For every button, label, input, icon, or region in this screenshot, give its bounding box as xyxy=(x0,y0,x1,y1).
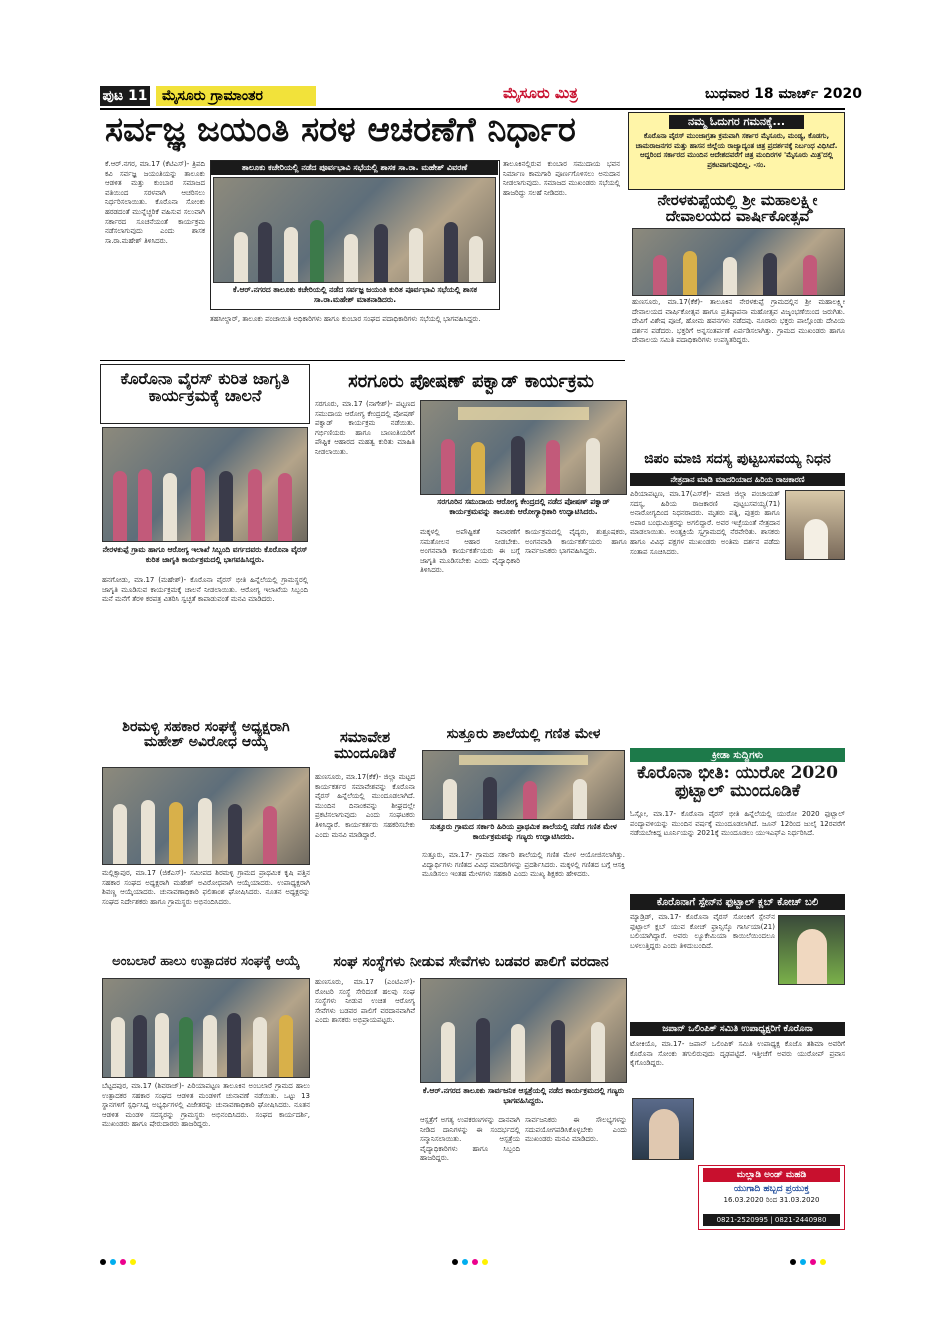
ad-title: ಮಲ್ಲಾಡಿ ಅಂಡ್ ಮಹಡಿ xyxy=(703,1168,840,1182)
color-registration-left xyxy=(100,1250,140,1269)
reader-notice-body: ಕೊರೊನಾ ವೈರಸ್ ಮುಂಜಾಗ್ರತಾ ಕ್ರಮವಾಗಿ ಸರ್ಕಾರ ಮೈಸೂರು, ಮಂಡ್ಯ, ಕೊಡಗು, ಚಾಮರಾಜನಗರ ಮತ್ತು ಹಾಸನ ಜಿಲ್ಲೆಯ ರಾಜ್ಯಾದ್ಯಂತ ಚಿತ್ರ ಪ್ರದರ್ಶನಕ್ಕೆ ನಿರ್ಬಂಧ ವಿಧಿಸಿದೆ. ಆದ್ದರಿಂದ ಸರ್ಕಾರದ ಮುಂದಿನ ಆದೇಶದವರೆಗೆ ಚಿತ್ರ ಮಂದಿರಗಳ 'ಮೈಸೂರು ಮಿತ್ರ'ದಲ್ಲಿ ಪ್ರಕಟವಾಗುವುದಿಲ್ಲ. -ಸಂ. xyxy=(635,132,838,169)
temple-photo xyxy=(632,228,845,296)
math-fair-caption: ಸುತ್ತೂರು ಗ್ರಾಮದ ಸರ್ಕಾರಿ ಹಿರಿಯ ಪ್ರಾಥಮಿಕ ಶಾಲೆಯಲ್ಲಿ ನಡೆದ ಗಣಿತ ಮೇಳ ಕಾರ್ಯಕ್ರಮವನ್ನು ಗಣ್ಯರು ಉದ್ಘಾಟಿಸಿದರು. xyxy=(430,822,617,841)
poshan-col-2: ಮಕ್ಕಳಲ್ಲಿ ಅಪೌಷ್ಟಿಕತೆ ನಿವಾರಣೆಗೆ ಸಮತೋಲನ ಆಹಾರ ನೀಡಬೇಕು. ಅಂಗನವಾಡಿ ಕಾರ್ಯಕರ್ತೆಯರು ಈ ಬಗ್ಗೆ ಜಾಗೃತಿ ಮೂಡಿಸಬೇಕು ಎಂದು ವೈದ್ಯಾಧಿಕಾರಿ ತಿಳಿಸಿದರು. xyxy=(420,528,520,575)
sangha-headline: ಸಂಘ ಸಂಸ್ಥೆಗಳು ನೀಡುವ ಸೇವೆಗಳು ಬಡವರ ಪಾಲಿಗೆ ವರದಾನ xyxy=(333,954,609,970)
coach-photo xyxy=(778,915,845,985)
math-fair-body: ಸುತ್ತೂರು, ಮಾ.17- ಗ್ರಾಮದ ಸರ್ಕಾರಿ ಶಾಲೆಯಲ್ಲಿ ಗಣಿತ ಮೇಳ ಆಯೋಜಿಸಲಾಗಿತ್ತು. ವಿದ್ಯಾರ್ಥಿಗಳು ಗಣಿತದ ವಿವಿಧ ಮಾದರಿಗಳನ್ನು ಪ್ರದರ್ಶಿಸಿದರು. ಮಕ್ಕಳಲ್ಲಿ ಗಣಿತದ ಬಗ್ಗೆ ಆಸಕ್ತಿ ಮೂಡಿಸಲು ಇಂತಹ ಮೇಳಗಳು ಸಹಕಾರಿ ಎಂದು ಮುಖ್ಯ ಶಿಕ್ಷಕರು ಹೇಳಿದರು. xyxy=(422,851,625,879)
olympic-headline: ಜಪಾನ್ ಒಲಿಂಪಿಕ್ ಸಮಿತಿ ಉಪಾಧ್ಯಕ್ಷರಿಗೆ ಕೊರೊನಾ xyxy=(630,1022,845,1036)
sports-label: ಕ್ರೀಡಾ ಸುದ್ದಿಗಳು xyxy=(630,748,845,762)
advertisement xyxy=(698,1165,845,1230)
sangha-col-3: ಸಾರ್ವಜನಿಕರು ಈ ಸೌಲಭ್ಯಗಳನ್ನು ಸದುಪಯೋಗಪಡಿಸಿಕೊಳ್ಳಬೇಕು ಎಂದು ಮುಖಂಡರು ಮನವಿ ಮಾಡಿದರು. xyxy=(525,1116,627,1144)
obituary-body: ಪಿರಿಯಾಪಟ್ಟಣ, ಮಾ.17(ಎಸ್‍ಕೆ)- ಮಾಜಿ ಜಿಲ್ಲಾ ಪಂಚಾಯತ್ ಸದಸ್ಯ, ಹಿರಿಯ ರಾಜಕಾರಣಿ ಪುಟ್ಟಬಸವಯ್ಯ(71) ಅನಾರೋಗ್ಯದಿಂದ ನಿಧನರಾದರು. ಮೃತರು ಪತ್ನಿ, ಪುತ್ರರು ಹಾಗೂ ಅಪಾರ ಬಂಧುಮಿತ್ರರನ್ನು ಅಗಲಿದ್ದಾರೆ. ಅವರ ಇಚ್ಛೆಯಂತೆ ನೇತ್ರದಾನ ಮಾಡಲಾಯಿತು. ಅಂತ್ಯಕ್ರಿಯೆ ಸ್ವಗ್ರಾಮದಲ್ಲಿ ನೆರವೇರಿತು. ಶಾಸಕರು ಹಾಗೂ ವಿವಿಧ ಪಕ್ಷಗಳ ಮುಖಂಡರು ಅಂತಿಮ ದರ್ಶನ ಪಡೆದು ಸಂತಾಪ ಸೂಚಿಸಿದರು. xyxy=(630,490,780,556)
color-registration-right xyxy=(790,1250,830,1269)
masthead-logo: ಮೈಸೂರು ಮಿತ್ರ xyxy=(503,84,578,102)
coach-headline: ಕೊರೊನಾಗೆ ಸ್ಪೇನ್‍ನ ಫುಟ್ಬಾಲ್ ಕ್ಲಬ್ ಕೋಚ್ ಬಲಿ xyxy=(630,894,845,910)
sangha-col-1: ಹುಣಸೂರು, ಮಾ.17 (ಎಂಟಿಎಸ್)- ರೋಟರಿ ಸಂಸ್ಥೆ ಸೇರಿದಂತೆ ಹಲವು ಸಂಘ ಸಂಸ್ಥೆಗಳು ನೀಡುವ ಉಚಿತ ಆರೋಗ್ಯ ಸೇವೆಗಳು ಬಡವರ ಪಾಲಿಗೆ ವರದಾನವಾಗಿವೆ ಎಂದು ಶಾಸಕರು ಅಭಿಪ್ರಾಯಪಟ್ಟರು. xyxy=(315,978,415,1025)
reader-notice xyxy=(628,112,845,190)
poshan-photo xyxy=(420,400,627,495)
olympic-body: ಟೋಕಿಯೊ, ಮಾ.17- ಜಪಾನ್ ಒಲಿಂಪಿಕ್ ಸಮಿತಿ ಉಪಾಧ್ಯಕ್ಷ ಕೊಜೊ ತಶಿಮಾ ಅವರಿಗೆ ಕೊರೊನಾ ಸೋಂಕು ತಗುಲಿರುವುದು ದೃಢಪಟ್ಟಿದೆ. ಇತ್ತೀಚೆಗೆ ಅವರು ಯುರೋಪ್ ಪ್ರವಾಸ ಕೈಗೊಂಡಿದ್ದರು. xyxy=(630,1040,845,1068)
math-fair-photo xyxy=(422,750,625,820)
color-registration-center xyxy=(452,1250,492,1269)
corona-awareness-body: ಹನಗೋಡು, ಮಾ.17 (ಮಹೇಶ್)- ಕೊರೊನಾ ವೈರಸ್ ಭೀತಿ ಹಿನ್ನೆಲೆಯಲ್ಲಿ ಗ್ರಾಮಸ್ಥರಲ್ಲಿ ಜಾಗೃತಿ ಮೂಡಿಸುವ ಕಾರ್ಯಕ್ರಮಕ್ಕೆ ಚಾಲನೆ ನೀಡಲಾಯಿತು. ಆರೋಗ್ಯ ಇಲಾಖೆಯ ಸಿಬ್ಬಂದಿ ಮನೆ ಮನೆಗೆ ತೆರಳಿ ಕರಪತ್ರ ವಿತರಿಸಿ ಸ್ವಚ್ಛತೆ ಕಾಪಾಡುವಂತೆ ಮನವಿ ಮಾಡಿದರು. xyxy=(102,576,308,604)
poshan-col-1: ಸರಗೂರು, ಮಾ.17 (ನಾಗೇಶ್)- ಪಟ್ಟಣದ ಸಮುದಾಯ ಆರೋಗ್ಯ ಕೇಂದ್ರದಲ್ಲಿ ಪೋಷಣ್ ಪಕ್ವಾಡ್ ಕಾರ್ಯಕ್ರಮ ನಡೆಯಿತು. ಗರ್ಭಿಣಿಯರು ಹಾಗೂ ಬಾಣಂತಿಯರಿಗೆ ಪೌಷ್ಟಿಕ ಆಹಾರದ ಮಹತ್ವ ಕುರಿತು ಮಾಹಿತಿ ನೀಡಲಾಯಿತು. xyxy=(315,400,415,456)
temple-body: ಹುಣಸೂರು, ಮಾ.17(ಕೆಕೆ)- ತಾಲೂಕಿನ ನೇರಳಕುಪ್ಪೆ ಗ್ರಾಮದಲ್ಲಿನ ಶ್ರೀ ಮಹಾಲಕ್ಷ್ಮೀ ದೇವಾಲಯದ ವಾರ್ಷಿಕೋತ್ಸವ ಹಾಗೂ ಪ್ರತಿಷ್ಠಾಪನಾ ಮಹೋತ್ಸವ ವಿಜೃಂಭಣೆಯಿಂದ ಜರುಗಿತು. ದೇವಿಗೆ ವಿಶೇಷ ಪೂಜೆ, ಹೋಮ ಹವನಗಳು ನಡೆದವು. ನೂರಾರು ಭಕ್ತರು ಪಾಲ್ಗೊಂಡು ದೇವಿಯ ದರ್ಶನ ಪಡೆದರು. ಭಕ್ತರಿಗೆ ಅನ್ನಸಂತರ್ಪಣೆ ಏರ್ಪಡಿಸಲಾಗಿತ್ತು. ಗ್ರಾಮದ ಮುಖಂಡರು ಹಾಗೂ ದೇವಾಲಯ ಸಮಿತಿ ಪದಾಧಿಕಾರಿಗಳು ಉಪಸ್ಥಿತರಿದ್ದರು. xyxy=(632,298,845,345)
samavesha-body: ಹುಣಸೂರು, ಮಾ.17(ಕೆಕೆ)- ಜಿಲ್ಲಾ ಮಟ್ಟದ ಕಾರ್ಯಕರ್ತರ ಸಮಾವೇಶವನ್ನು ಕೊರೊನಾ ವೈರಸ್ ಹಿನ್ನೆಲೆಯಲ್ಲಿ ಮುಂದೂಡಲಾಗಿದೆ. ಮುಂದಿನ ದಿನಾಂಕವನ್ನು ಶೀಘ್ರದಲ್ಲೇ ಪ್ರಕಟಿಸಲಾಗುವುದು ಎಂದು ಸಂಘಟಕರು ತಿಳಿಸಿದ್ದಾರೆ. ಕಾರ್ಯಕರ್ತರು ಸಹಕರಿಸಬೇಕು ಎಂದು ಮನವಿ ಮಾಡಿದ್ದಾರೆ. xyxy=(315,773,415,839)
corona-awareness-caption: ನೇರಳಕುಪ್ಪೆ ಗ್ರಾಮ ಹಾಗೂ ಆರೋಗ್ಯ ಇಲಾಖೆ ಸಿಬ್ಬಂದಿ ವರ್ಗದವರು ಕೊರೊನಾ ವೈರಸ್ ಕುರಿತ ಜಾಗೃತಿ ಕಾರ್ಯಕ್ರಮದಲ್ಲಿ ಭಾಗವಹಿಸಿದ್ದರು. xyxy=(102,545,308,564)
page-number: ಪುಟ 11 xyxy=(100,86,150,106)
sangha-photo xyxy=(420,978,627,1083)
math-fair-headline: ಸುತ್ತೂರು ಶಾಲೆಯಲ್ಲಿ ಗಣಿತ ಮೇಳ xyxy=(446,726,601,742)
obituary-headline: ಜಿಪಂ ಮಾಜಿ ಸದಸ್ಯ ಪುಟ್ಟಬಸವಯ್ಯ ನಿಧನ xyxy=(644,451,831,467)
coach-body: ಮ್ಯಾಡ್ರಿಡ್, ಮಾ.17- ಕೊರೊನಾ ವೈರಸ್ ಸೋಂಕಿಗೆ ಸ್ಪೇನ್‍ನ ಫುಟ್ಬಾಲ್ ಕ್ಲಬ್ ಯುವ ಕೋಚ್ ಫ್ರಾನ್ಸಿಸ್ಕೊ ಗಾರ್ಸಿಯಾ(21) ಬಲಿಯಾಗಿದ್ದಾರೆ. ಅವರು ಲ್ಯೂಕೇಮಿಯಾ ಕಾಯಿಲೆಯಿಂದಲೂ ಬಳಲುತ್ತಿದ್ದರು ಎಂದು ತಿಳಿದುಬಂದಿದೆ. xyxy=(630,913,775,950)
lead-col-2: ತಾಲೂಕಿನಲ್ಲಿರುವ ಕುಂಬಾರ ಸಮುದಾಯ ಭವನ ನಿರ್ಮಾಣ ಕಾಮಗಾರಿ ಪೂರ್ಣಗೊಳಿಸಲು ಅನುದಾನ ನೀಡಲಾಗುವುದು. ಸಮಾಜದ ಮುಖಂಡರು ಸಭೆಯಲ್ಲಿ ಹಾಜರಿದ್ದು ಸಲಹೆ ನೀಡಿದರು. xyxy=(503,160,620,197)
divider xyxy=(100,360,625,361)
ad-line-2: 16.03.2020 ರಿಂದ 31.03.2020 xyxy=(723,1196,820,1204)
lead-photo-banner: ತಾಲೂಕು ಕಚೇರಿಯಲ್ಲಿ ನಡೆದ ಪೂರ್ವಭಾವಿ ಸಭೆಯಲ್ಲಿ ಶಾಸಕ ಸಾ.ರಾ. ಮಹೇಶ್ ವಿವರಣೆ xyxy=(211,161,498,175)
olympic-photo xyxy=(632,1098,694,1160)
corona-awareness-title-box xyxy=(100,364,310,424)
sirmalli-photo xyxy=(102,767,310,865)
ambalare-photo xyxy=(102,978,310,1078)
samavesha-headline: ಸಮಾವೇಶ ಮುಂದೂಡಿಕೆ xyxy=(334,728,396,762)
sports-body: ಓಸ್ಲೋ, ಮಾ.17- ಕೊರೊನಾ ವೈರಸ್ ಭೀತಿ ಹಿನ್ನೆಲೆಯಲ್ಲಿ ಯುರೋ 2020 ಫುಟ್ಬಾಲ್ ಪಂದ್ಯಾವಳಿಯನ್ನು ಮುಂದಿನ ವರ್ಷಕ್ಕೆ ಮುಂದೂಡಲಾಗಿದೆ. ಜೂನ್ 12ರಿಂದ ಜುಲೈ 12ರವರೆಗೆ ನಡೆಯಬೇಕಿದ್ದ ಟೂರ್ನಿಯನ್ನು 2021ಕ್ಕೆ ಮುಂದೂಡಲು ಯುಇಎಫ್‍ಎ ನಿರ್ಧರಿಸಿದೆ. xyxy=(630,810,845,838)
lead-caption: ಕೆ.ಆರ್.ನಗರದ ತಾಲೂಕು ಕಚೇರಿಯಲ್ಲಿ ನಡೆದ ಸರ್ವಜ್ಞ ಜಯಂತಿ ಕುರಿತ ಪೂರ್ವಭಾವಿ ಸಭೆಯಲ್ಲಿ ಶಾಸಕ ಸಾ.ರಾ.ಮಹೇಶ್ ಮಾತನಾಡಿದರು. xyxy=(232,285,478,304)
lead-col-1: ಕೆ.ಆರ್.ನಗರ, ಮಾ.17 (ಕೆಟಿಎಸ್)- ತ್ರಿಪದಿ ಕವಿ ಸರ್ವಜ್ಞ ಜಯಂತಿಯನ್ನು ತಾಲೂಕು ಆಡಳಿತ ಮತ್ತು ಕುಂಬಾರ ಸಮಾಜದ ವತಿಯಿಂದ ಸರಳವಾಗಿ ಆಚರಿಸಲು ನಿರ್ಧರಿಸಲಾಯಿತು. ಕೊರೊನಾ ಸೋಂಕು ಹರಡದಂತೆ ಮುನ್ನೆಚ್ಚರಿಕೆ ವಹಿಸುವ ಸಲುವಾಗಿ ಸರ್ಕಾರದ ಸೂಚನೆಯಂತೆ ಕಾರ್ಯಕ್ರಮ ನಡೆಸಲಾಗುವುದು ಎಂದು ಶಾಸಕ ಸಾ.ರಾ.ಮಹೇಶ್ ತಿಳಿಸಿದರು. xyxy=(105,160,205,245)
ambalare-body: ಬೆಟ್ಟದಪುರ, ಮಾ.17 (ಶಿವರಾಜ್)- ಪಿರಿಯಾಪಟ್ಟಣ ತಾಲೂಕಿನ ಅಂಬಲಾರೆ ಗ್ರಾಮದ ಹಾಲು ಉತ್ಪಾದಕರ ಸಹಕಾರ ಸಂಘದ ಆಡಳಿತ ಮಂಡಳಿಗೆ ಚುನಾವಣೆ ನಡೆಯಿತು. ಒಟ್ಟು 13 ಸ್ಥಾನಗಳಿಗೆ ಸ್ಪರ್ಧಿಸಿದ್ದ ಅಭ್ಯರ್ಥಿಗಳಲ್ಲಿ ವಿಜೇತರನ್ನು ಚುನಾವಣಾಧಿಕಾರಿ ಘೋಷಿಸಿದರು. ನೂತನ ಆಡಳಿತ ಮಂಡಳಿ ಸದಸ್ಯರನ್ನು ಗ್ರಾಮಸ್ಥರು ಅಭಿನಂದಿಸಿದರು. ಸಂಘದ ಕಾರ್ಯದರ್ಶಿ, ಮುಖಂಡರು ಹಾಗೂ ಷೇರುದಾರರು ಹಾಜರಿದ್ದರು. xyxy=(102,1082,310,1129)
poshan-headline: ಸರಗೂರು ಪೋಷಣ್ ಪಕ್ವಾಡ್ ಕಾರ್ಯಕ್ರಮ xyxy=(348,371,594,392)
sports-headline: ಕೊರೊನಾ ಭೀತಿ: ಯುರೋ 2020 ಫುಟ್ಬಾಲ್ ಮುಂದೂಡಿಕೆ xyxy=(637,763,838,801)
corona-awareness-photo xyxy=(102,427,308,542)
sirmalli-body: ಮಲ್ಲಿಕ್ಸಾಪುರ, ಮಾ.17 (ಜಿಕೆಎಸ್)- ಸಮೀಪದ ಶಿರಮಳ್ಳಿ ಗ್ರಾಮದ ಪ್ರಾಥಮಿಕ ಕೃಷಿ ಪತ್ತಿನ ಸಹಕಾರ ಸಂಘದ ಅಧ್ಯಕ್ಷರಾಗಿ ಮಹೇಶ್ ಅವಿರೋಧವಾಗಿ ಆಯ್ಕೆಯಾದರು. ಉಪಾಧ್ಯಕ್ಷರಾಗಿ ಶಿವಣ್ಣ ಆಯ್ಕೆಯಾದರು. ಚುನಾವಣಾಧಿಕಾರಿ ಫಲಿತಾಂಶ ಘೋಷಿಸಿದರು. ನೂತನ ಅಧ್ಯಕ್ಷರನ್ನು ಸಂಘದ ನಿರ್ದೇಶಕರು ಹಾಗೂ ಗ್ರಾಮಸ್ಥರು ಅಭಿನಂದಿಸಿದರು. xyxy=(102,869,310,906)
lead-headline: ಸರ್ವಜ್ಞ ಜಯಂತಿ ಸರಳ ಆಚರಣೆಗೆ ನಿರ್ಧಾರ xyxy=(105,110,576,150)
corona-awareness-headline: ಕೊರೊನಾ ವೈರಸ್ ಕುರಿತ ಜಾಗೃತಿ ಕಾರ್ಯಕ್ರಮಕ್ಕೆ ಚಾಲನೆ xyxy=(120,369,290,405)
obituary-portrait xyxy=(785,490,845,560)
ad-phone: 0821-2520995 | 0821-2440980 xyxy=(703,1214,840,1226)
lead-photo xyxy=(213,177,496,283)
sirmalli-headline: ಶಿರಮಳ್ಳಿ ಸಹಕಾರ ಸಂಘಕ್ಕೆ ಅಧ್ಯಕ್ಷರಾಗಿ ಮಹೇಶ್ ಅವಿರೋಧ ಆಯ್ಕೆ xyxy=(122,719,290,750)
section-title: ಮೈಸೂರು ಗ್ರಾಮಾಂತರ xyxy=(156,86,316,106)
sangha-col-2: ಆಸ್ಪತ್ರೆಗೆ ಅಗತ್ಯ ಉಪಕರಣಗಳನ್ನು ದಾನವಾಗಿ ನೀಡಿದ ದಾನಿಗಳನ್ನು ಈ ಸಂದರ್ಭದಲ್ಲಿ ಸನ್ಮಾನಿಸಲಾಯಿತು. ಆಸ್ಪತ್ರೆಯ ವೈದ್ಯಾಧಿಕಾರಿಗಳು ಹಾಗೂ ಸಿಬ್ಬಂದಿ ಹಾಜರಿದ್ದರು. xyxy=(420,1116,520,1163)
temple-headline: ನೇರಳಕುಪ್ಪೆಯಲ್ಲಿ ಶ್ರೀ ಮಹಾಲಕ್ಷ್ಮೀ ದೇವಾಲಯದ ವಾರ್ಷಿಕೋತ್ಸವ xyxy=(657,191,818,225)
poshan-col-3: ಕಾರ್ಯಕ್ರಮದಲ್ಲಿ ವೈದ್ಯರು, ಶುಶ್ರೂಷಕರು, ಅಂಗನವಾಡಿ ಕಾರ್ಯಕರ್ತೆಯರು ಹಾಗೂ ಸಾರ್ವಜನಿಕರು ಭಾಗವಹಿಸಿದ್ದರು. xyxy=(525,528,627,556)
sangha-caption: ಕೆ.ಆರ್.ನಗರದ ತಾಲೂಕು ಸಾರ್ವಜನಿಕ ಆಸ್ಪತ್ರೆಯಲ್ಲಿ ನಡೆದ ಕಾರ್ಯಕ್ರಮದಲ್ಲಿ ಗಣ್ಯರು ಭಾಗವಹಿಸಿದ್ದರು. xyxy=(422,1086,625,1105)
lead-col-3: ತಹಸೀಲ್ದಾರ್, ತಾಲೂಕು ಪಂಚಾಯಿತಿ ಅಧಿಕಾರಿಗಳು ಹಾಗೂ ಕುಂಬಾರ ಸಂಘದ ಪದಾಧಿಕಾರಿಗಳು ಸಭೆಯಲ್ಲಿ ಭಾಗವಹಿಸಿದ್ದರು. xyxy=(210,315,481,323)
reader-notice-title: ನಮ್ಮ ಓದುಗರ ಗಮನಕ್ಕೆ... xyxy=(669,115,804,129)
lead-photo-box xyxy=(210,160,500,310)
page-date: ಬುಧವಾರ 18 ಮಾರ್ಚ್ 2020 xyxy=(705,86,862,102)
ad-line-1: ಯುಗಾದಿ ಹಬ್ಬದ ಪ್ರಯುಕ್ತ xyxy=(733,1184,810,1194)
obituary-subhead: ನೇತ್ರದಾನ ಮಾಡಿ ಮಾದರಿಯಾದ ಹಿರಿಯ ರಾಜಕಾರಣಿ xyxy=(630,473,845,486)
ambalare-headline: ಅಂಬಲಾರೆ ಹಾಲು ಉತ್ಪಾದಕರ ಸಂಘಕ್ಕೆ ಆಯ್ಕೆ xyxy=(112,954,300,969)
poshan-caption: ಸರಗೂರಿನ ಸಮುದಾಯ ಆರೋಗ್ಯ ಕೇಂದ್ರದಲ್ಲಿ ನಡೆದ ಪೋಷಣ್ ಪಕ್ವಾಡ್ ಕಾರ್ಯಕ್ರಮವನ್ನು ತಾಲೂಕು ಆರೋಗ್ಯಾಧಿಕಾರಿ ಉದ್ಘಾಟಿಸಿದರು. xyxy=(437,497,610,516)
